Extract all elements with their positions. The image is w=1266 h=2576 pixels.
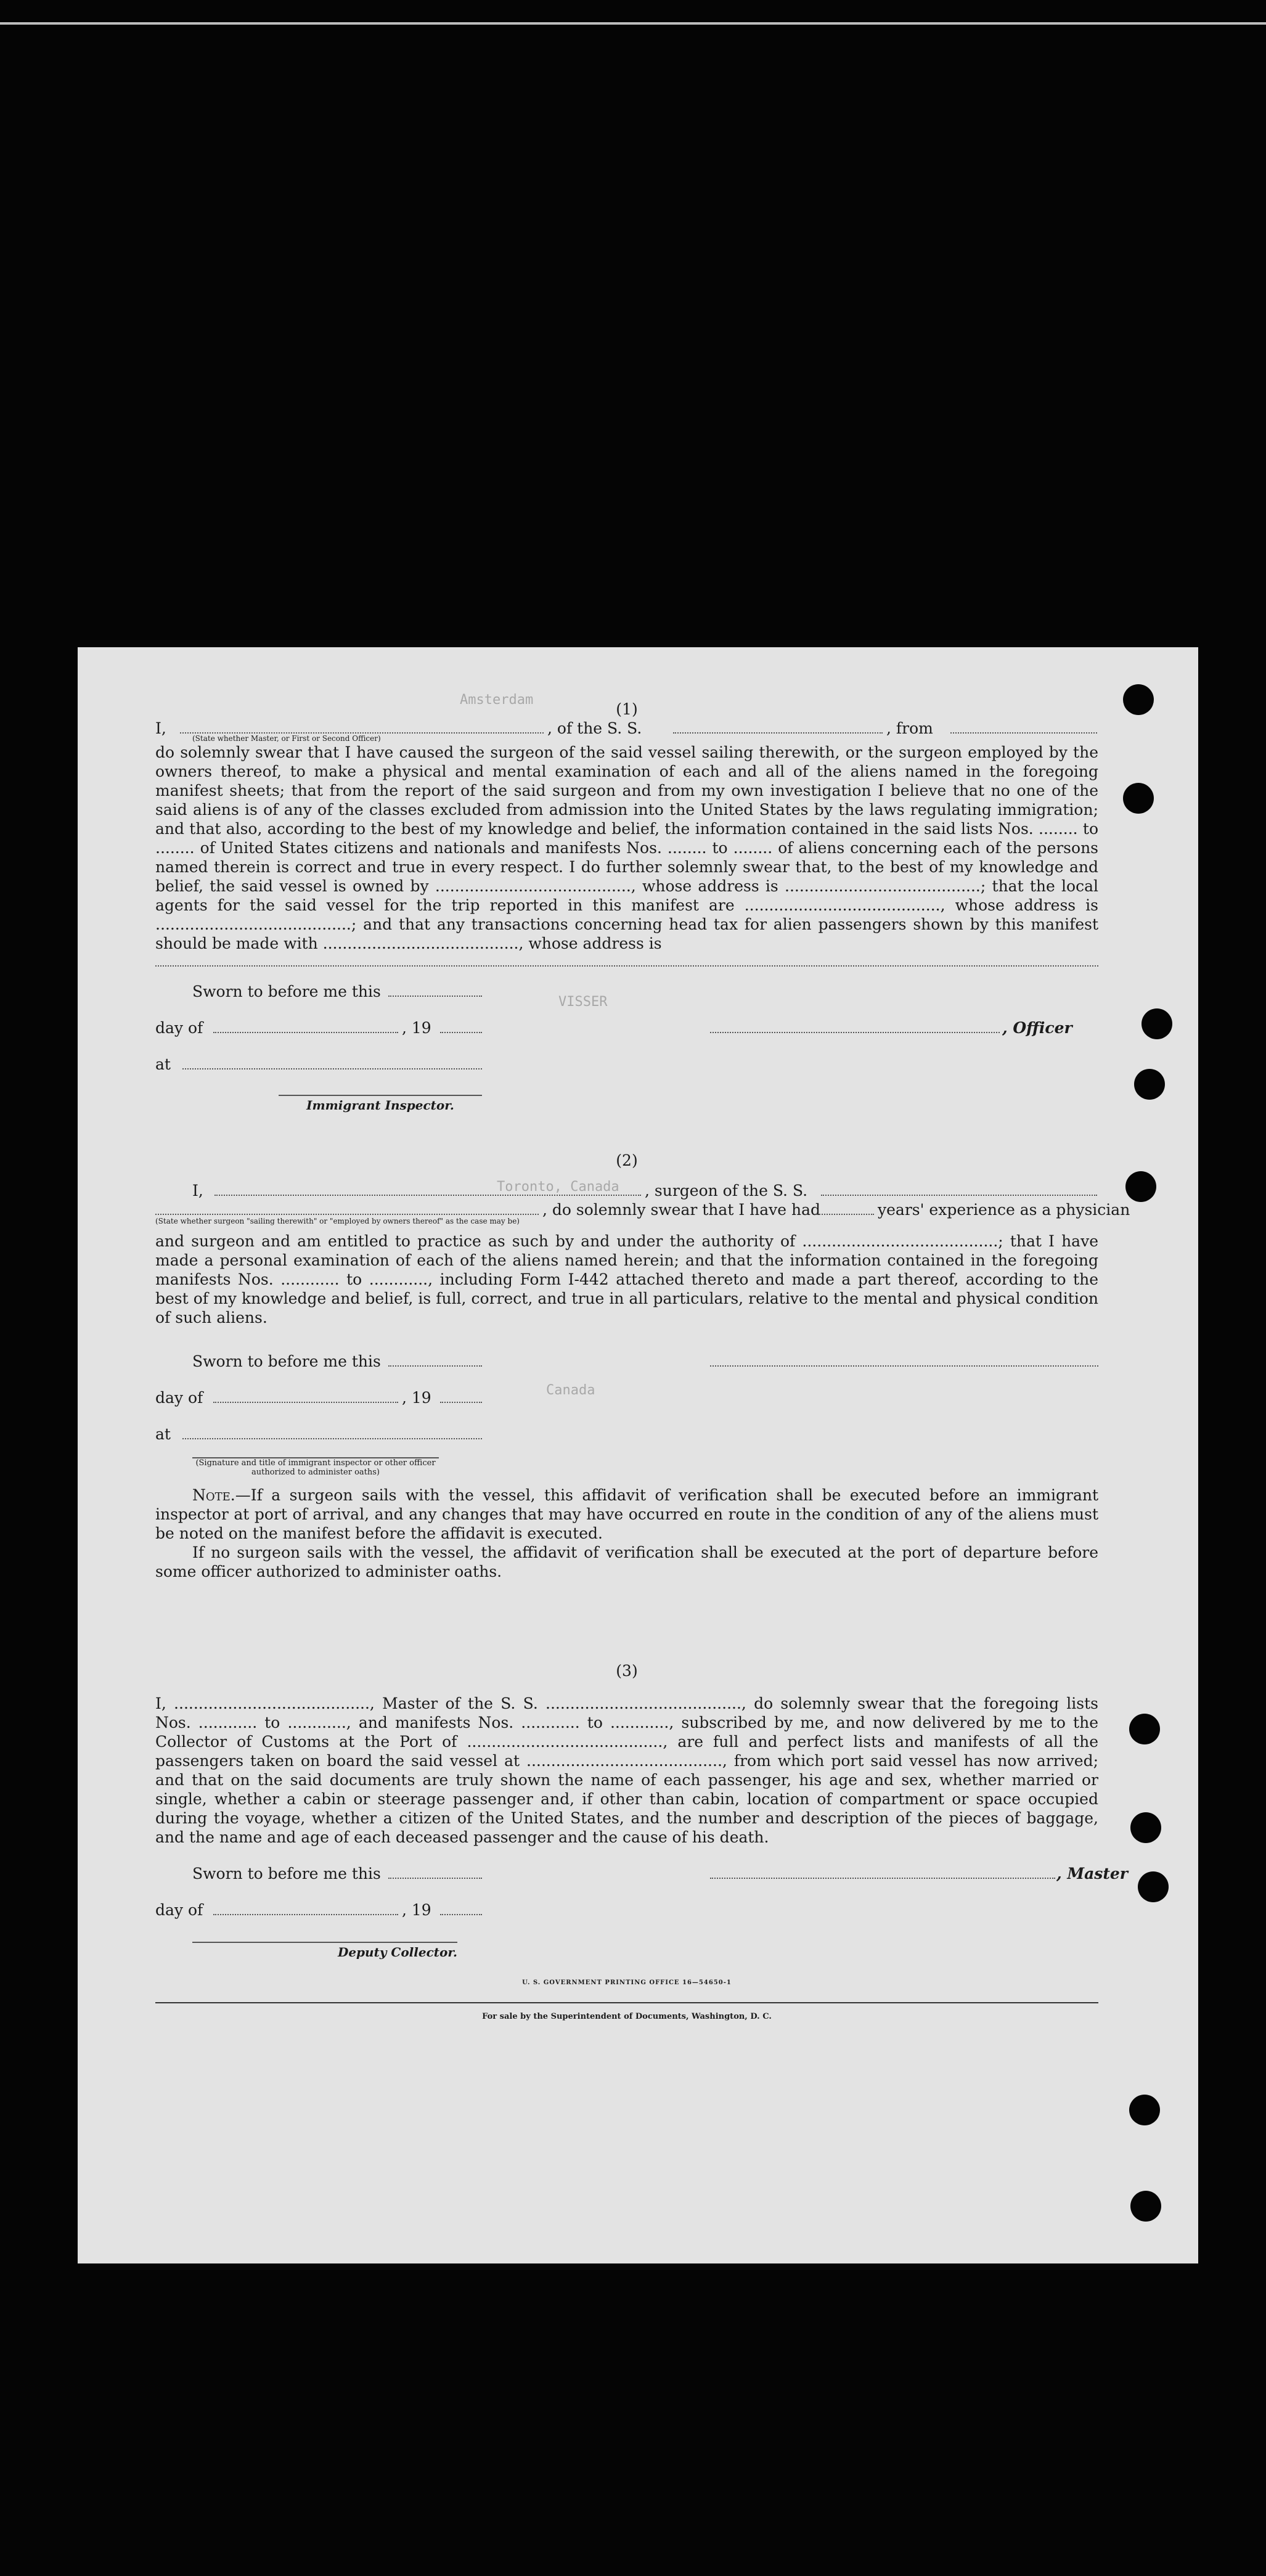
day-of-label: day of — [155, 1901, 203, 1919]
punch-hole — [1129, 1714, 1160, 1744]
punch-hole — [1138, 1871, 1169, 1902]
gpo-imprint: U. S. GOVERNMENT PRINTING OFFICE 16—54650-1 — [522, 1979, 732, 1986]
surgeon-type-blank[interactable] — [155, 1200, 539, 1215]
section-2-i-label: I, — [192, 1182, 203, 1200]
section-3-oath-text: I, ........................................, Master of the S. S. ........................................, do solemnly swear that the foregoing lists Nos. ............ to ............, and manifests Nos. ............ to ............, subscribed by me, and now delivered by me to the Collector of Customs at the Port of ........................................, are full and perfect lists and manifests of all the passengers taken on board the said vessel at ........................................, from which port said vessel has now arrived; and that on the said documents are truly shown the name of each passenger, his age and sex, whether married or single, whether a cabin or steerage passenger and, if other than cabin, location of compartment or space occupied during the voyage, whether a citizen of the United States, and the number and description of the pieces of baggage, and the name and age of each deceased passenger and the cause of his death. — [155, 1695, 1098, 1846]
sworn-date-blank[interactable] — [388, 1864, 482, 1879]
master-signature-blank[interactable] — [710, 1864, 1055, 1879]
section-1-i-label: I, — [155, 719, 166, 737]
section-2-sworn-line — [155, 1352, 1098, 1371]
punch-hole — [1123, 783, 1154, 814]
year-blank[interactable] — [440, 1388, 482, 1403]
nineteen-label: , 19 — [402, 1019, 431, 1037]
surgeon-note: (State whether surgeon "sailing therewith" or "employed by owners thereof" as the case may be) — [155, 1217, 520, 1225]
ship-name-blank[interactable] — [673, 719, 883, 734]
section-2-second-line — [155, 1200, 1130, 1219]
day-blank[interactable] — [213, 1388, 398, 1403]
day-blank[interactable] — [213, 1018, 398, 1033]
bleed-text: Toronto, Canada — [497, 1179, 619, 1195]
section-3-number: (3) — [616, 1662, 638, 1680]
surgeon-of-label: , surgeon of the S. S. — [645, 1182, 808, 1200]
scanner-edge-line — [0, 22, 1266, 25]
at-label: at — [155, 1425, 171, 1443]
section-1-at-line — [155, 1055, 1098, 1074]
deputy-collector-signature: Deputy Collector. — [192, 1942, 457, 1962]
day-of-label: day of — [155, 1019, 203, 1037]
master-label: , Master — [1056, 1865, 1128, 1883]
immigrant-inspector-signature: Immigrant Inspector. — [279, 1095, 482, 1115]
master-note: (State whether Master, or First or Second Officer) — [192, 734, 381, 743]
from-label: , from — [886, 719, 933, 737]
sale-notice: For sale by the Superintendent of Documents, Washington, D. C. — [482, 2012, 772, 2021]
sworn-date-blank[interactable] — [388, 982, 482, 997]
punch-hole — [1134, 1069, 1165, 1100]
sworn-date-blank[interactable] — [388, 1352, 482, 1367]
surgeon-ship-blank[interactable] — [821, 1181, 1097, 1196]
note-label: Note. — [192, 1486, 235, 1504]
section-1-sworn-line — [155, 982, 1098, 1001]
manifest-affidavit-page — [78, 647, 1198, 2263]
officer-label: , Officer — [1002, 1019, 1072, 1037]
surgeon-signature-blank[interactable] — [710, 1352, 1098, 1367]
section-1-first-line — [155, 719, 1098, 738]
inspector-signature-note: (Signature and title of immigrant inspector or other officer authorized to administer oaths) — [192, 1457, 439, 1477]
sworn-label: Sworn to before me this — [192, 1352, 381, 1370]
punch-hole — [1123, 684, 1154, 715]
year-blank[interactable] — [440, 1018, 482, 1033]
punch-hole — [1141, 1008, 1172, 1039]
nineteen-label: , 19 — [402, 1389, 431, 1407]
years-blank[interactable] — [815, 1200, 874, 1215]
bleed-text: Amsterdam — [460, 692, 534, 708]
note-paragraph-1 — [155, 1486, 1098, 1543]
section-1-number: (1) — [616, 700, 638, 718]
at-place-blank[interactable] — [182, 1055, 482, 1069]
punch-hole — [1125, 1171, 1156, 1202]
of-ss-label: , of the S. S. — [547, 719, 642, 737]
years-label: years' experience as a physician — [878, 1201, 1130, 1219]
swear-label: , do solemnly swear that I have had — [542, 1201, 821, 1219]
note-text-1: —If a surgeon sails with the vessel, this affidavit of verification shall be executed before an immigrant inspector at port of arrival, and any changes that may have occurred en route in the condition of any of the aliens must be noted on the manifest before the affidavit is executed. — [155, 1486, 1098, 1542]
punch-hole — [1129, 2095, 1160, 2125]
surgeon-name-blank[interactable] — [214, 1181, 641, 1196]
section-2-first-line — [155, 1181, 1098, 1200]
sworn-label: Sworn to before me this — [192, 983, 381, 1000]
section-2-oath-text: and surgeon and am entitled to practice as such by and under the authority of ........................................; that I have made a personal examination of each of the aliens named herein; and that the information contained in the foregoing manifests Nos. ............ to ............, including Form I-442 attached thereto and made a part thereof, according to the best of my knowledge and belief, is full, correct, and true in all particulars, relative to the mental and physical condition of such aliens. — [155, 1232, 1098, 1327]
section-3-day-line — [155, 1900, 1098, 1920]
year-blank[interactable] — [440, 1900, 482, 1915]
section-2-day-line — [155, 1388, 1098, 1407]
officer-signature-blank[interactable] — [710, 1018, 1000, 1033]
sworn-label: Sworn to before me this — [192, 1865, 381, 1883]
section-1-day-line — [155, 1018, 1098, 1037]
at-label: at — [155, 1055, 171, 1073]
bleed-text: VISSER — [558, 994, 608, 1010]
section-2-number: (2) — [616, 1151, 638, 1169]
section-3-sworn-line — [155, 1864, 1128, 1883]
section-1-oath-text: do solemnly swear that I have caused the surgeon of the said vessel sailing therewith, or the surgeon employed by the owners thereof, to make a physical and mental examination of each and all of the aliens named in the foregoing manifest sheets; that from the report of the said surgeon and from my own investigation I believe that no one of the said aliens is of any of the classes excluded from admission into the United States by the laws regulating immigration; and that also, according to the best of my knowledge and belief, the information contained in the said lists Nos. ........ to ........ of United States citizens and nationals and manifests Nos. ........ to ........ of aliens concerning each of the persons named therein is correct and true in every respect. I do further solemnly swear that, to the best of my knowledge and belief, the said vessel is owned by ........................................, whose address is ........................................; that the local agents for the said vessel for the trip reported in this manifest are ........................................, whose address is ........................................; and that any transactions concerning head tax for alien passengers shown by this manifest should be made with ........................................, whose address is — [155, 743, 1098, 952]
nineteen-label: , 19 — [402, 1901, 431, 1919]
punch-hole — [1130, 1812, 1161, 1843]
address-continuation-blank[interactable] — [155, 953, 1098, 967]
at-place-blank[interactable] — [182, 1425, 482, 1439]
from-port-blank[interactable] — [950, 719, 1097, 734]
master-name-blank[interactable] — [180, 719, 544, 734]
section-2-at-line — [155, 1425, 1098, 1444]
day-blank[interactable] — [213, 1900, 398, 1915]
bleed-text: Canada — [546, 1383, 595, 1398]
day-of-label: day of — [155, 1389, 203, 1407]
note-paragraph-2: If no surgeon sails with the vessel, the affidavit of verification shall be executed at the port of departure before some officer authorized to administer oaths. — [155, 1544, 1098, 1580]
punch-hole — [1130, 2191, 1161, 2222]
